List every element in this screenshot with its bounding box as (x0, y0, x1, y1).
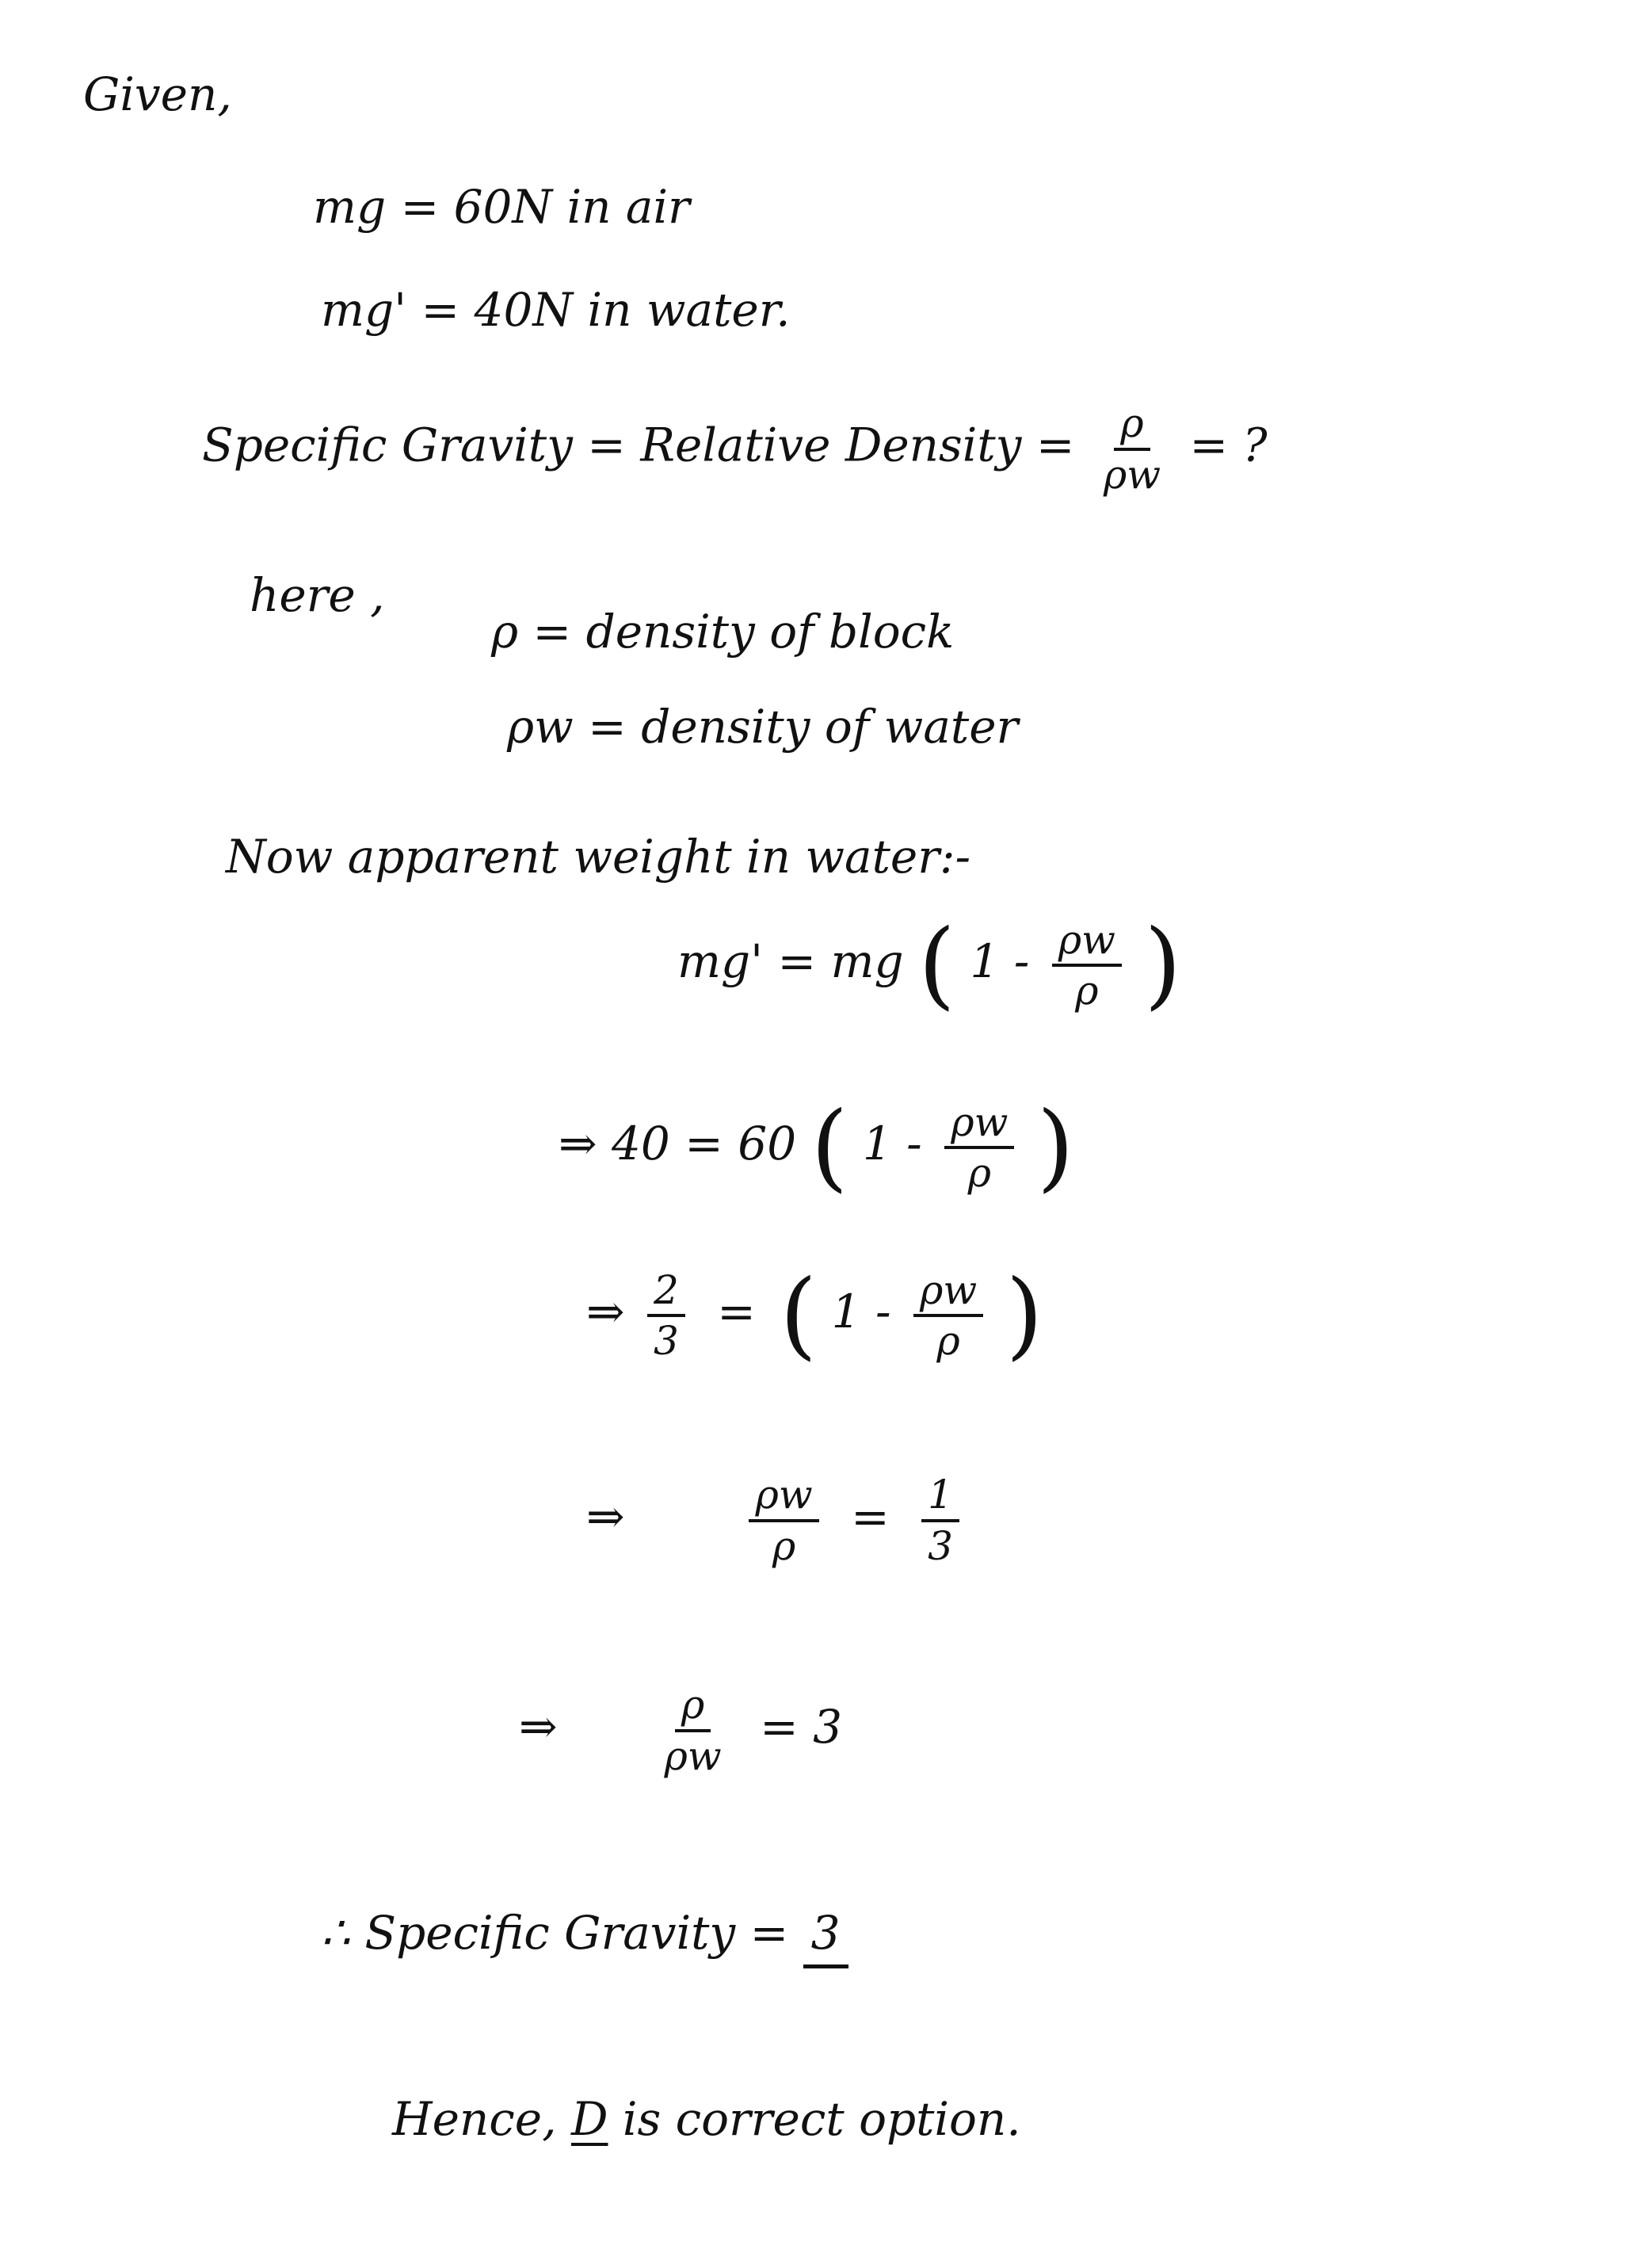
result-line (321, 1906, 848, 1960)
equals-three: = 3 (760, 1699, 843, 1754)
right-paren: ) (1005, 1260, 1043, 1370)
fraction-numerator: ρw (1052, 919, 1122, 968)
right-paren: ) (1036, 1092, 1074, 1202)
step1-one-minus: 1 - (970, 934, 1030, 989)
conclusion-pre: Hence, (392, 2092, 557, 2146)
therefore-specific-gravity: ∴ Specific Gravity = (321, 1906, 789, 1960)
equals-sign: = (851, 1489, 890, 1544)
conclusion-post: is correct option. (622, 2092, 1021, 2146)
fraction-numerator: ρ (675, 1684, 711, 1732)
fraction-denominator: ρ (936, 1318, 960, 1364)
fraction-denominator: ρ (1075, 968, 1099, 1014)
given-weight-water: mg' = 40N in water. (321, 283, 791, 337)
equation-step-1 (677, 910, 1182, 1020)
fraction-denominator: ρ (772, 1522, 796, 1569)
rho-definition: ρ = density of block (491, 605, 955, 659)
step4-right-fraction (921, 1474, 959, 1567)
fraction-denominator: ρ (967, 1150, 991, 1196)
step2-lhs: ⇒ 40 = 60 (559, 1117, 797, 1171)
right-paren: ) (1144, 910, 1182, 1020)
step1-fraction (1052, 916, 1122, 1014)
two-thirds-fraction (647, 1266, 685, 1364)
equation-step-3 (586, 1260, 1043, 1370)
fraction-numerator: 2 (647, 1270, 685, 1318)
fraction-numerator: ρ (1114, 403, 1150, 451)
equation-step-5 (519, 1684, 852, 1777)
specific-gravity-rhs: = ? (1189, 418, 1268, 472)
fraction-denominator: 3 (928, 1522, 953, 1569)
here-label: here , (250, 568, 385, 622)
given-weight-air: mg = 60N in air (313, 180, 690, 234)
fraction-numerator: 1 (921, 1474, 959, 1522)
specific-gravity-answer: 3 (803, 1906, 848, 1968)
given-heading: Given, (83, 67, 232, 121)
equals-sign: = (717, 1285, 756, 1339)
fraction-numerator: ρw (944, 1102, 1014, 1150)
step1-lhs: mg' = mg (677, 934, 904, 989)
specific-gravity-lhs: Specific Gravity = Relative Density = (202, 418, 1075, 472)
left-paren: ( (810, 1092, 848, 1202)
implies-arrow: ⇒ (519, 1699, 558, 1754)
step3-fraction (913, 1266, 983, 1364)
specific-gravity-definition (202, 400, 1268, 498)
density-ratio-fraction (1097, 400, 1167, 498)
step3-one-minus: 1 - (831, 1285, 891, 1339)
left-paren: ( (780, 1260, 818, 1370)
equation-step-4 (586, 1474, 967, 1567)
step4-left-fraction (749, 1474, 818, 1567)
rho-water-definition: ρw = density of water (507, 700, 1019, 754)
left-paren: ( (918, 910, 955, 1020)
implies-arrow: ⇒ (586, 1285, 625, 1339)
step2-fraction (944, 1098, 1014, 1196)
conclusion-line (392, 2092, 1021, 2146)
fraction-numerator: ρw (749, 1474, 818, 1522)
step5-fraction (658, 1684, 727, 1777)
step2-one-minus: 1 - (862, 1117, 922, 1171)
implies-arrow: ⇒ (586, 1489, 625, 1544)
correct-option-letter: D (570, 2092, 608, 2146)
fraction-denominator: ρw (664, 1732, 722, 1779)
apparent-weight-heading: Now apparent weight in water:- (226, 830, 971, 884)
equation-step-2 (559, 1092, 1074, 1202)
fraction-denominator: 3 (654, 1318, 679, 1364)
fraction-numerator: ρw (913, 1270, 983, 1318)
fraction-denominator: ρw (1103, 451, 1161, 498)
